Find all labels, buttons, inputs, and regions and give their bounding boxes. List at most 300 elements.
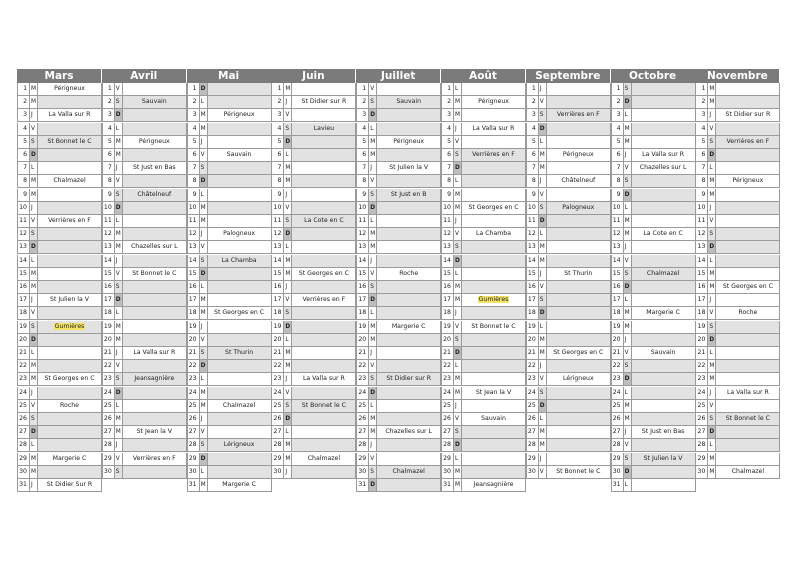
day-row[interactable] xyxy=(271,281,356,294)
day-row[interactable] xyxy=(441,321,526,334)
day-row[interactable] xyxy=(611,413,696,426)
day-row[interactable] xyxy=(271,347,356,360)
day-row[interactable] xyxy=(526,228,611,241)
day-row[interactable] xyxy=(102,413,187,426)
day-row[interactable] xyxy=(526,334,611,347)
day-row[interactable] xyxy=(102,294,187,307)
day-row[interactable] xyxy=(526,360,611,373)
day-row[interactable] xyxy=(271,228,356,241)
day-row[interactable] xyxy=(441,347,526,360)
day-row[interactable] xyxy=(526,294,611,307)
weekday-letter: V xyxy=(368,360,376,372)
day-row[interactable] xyxy=(187,387,272,400)
day-row[interactable] xyxy=(271,268,356,281)
day-row[interactable] xyxy=(695,109,780,122)
day-row[interactable] xyxy=(102,453,187,466)
day-row[interactable] xyxy=(695,136,780,149)
day-row[interactable] xyxy=(187,123,272,136)
event-cell xyxy=(376,426,440,438)
day-row[interactable] xyxy=(187,281,272,294)
day-row[interactable] xyxy=(526,241,611,254)
day-row[interactable] xyxy=(695,175,780,188)
day-row[interactable] xyxy=(356,109,441,122)
day-row[interactable] xyxy=(17,307,102,320)
event-cell xyxy=(546,215,610,227)
day-row[interactable] xyxy=(526,175,611,188)
day-row[interactable] xyxy=(187,321,272,334)
day-row[interactable] xyxy=(17,189,102,202)
day-row[interactable] xyxy=(526,347,611,360)
day-row[interactable] xyxy=(356,479,441,492)
day-row[interactable] xyxy=(187,215,272,228)
day-row[interactable] xyxy=(695,202,780,215)
day-row[interactable] xyxy=(187,149,272,162)
day-row[interactable] xyxy=(271,360,356,373)
day-row[interactable] xyxy=(526,413,611,426)
day-row[interactable] xyxy=(271,136,356,149)
day-row[interactable] xyxy=(441,109,526,122)
day-row[interactable] xyxy=(187,136,272,149)
day-row[interactable] xyxy=(695,215,780,228)
day-row[interactable] xyxy=(102,347,187,360)
day-number: 26 xyxy=(443,415,451,422)
day-row[interactable] xyxy=(271,321,356,334)
day-row[interactable] xyxy=(695,426,780,439)
day-row[interactable] xyxy=(102,387,187,400)
day-row[interactable] xyxy=(102,83,187,96)
day-row[interactable] xyxy=(441,149,526,162)
day-number: 31 xyxy=(443,481,451,488)
day-row[interactable] xyxy=(17,400,102,413)
day-row[interactable] xyxy=(611,400,696,413)
day-row[interactable] xyxy=(356,175,441,188)
day-row[interactable] xyxy=(17,360,102,373)
day-row[interactable] xyxy=(441,162,526,175)
day-row[interactable] xyxy=(356,334,441,347)
day-row[interactable] xyxy=(102,307,187,320)
day-row[interactable] xyxy=(441,307,526,320)
day-row[interactable] xyxy=(441,123,526,136)
day-row[interactable] xyxy=(356,373,441,386)
weekday-letter: M xyxy=(707,360,715,372)
day-row[interactable] xyxy=(441,136,526,149)
day-row[interactable] xyxy=(526,136,611,149)
day-row[interactable] xyxy=(695,83,780,96)
day-row[interactable] xyxy=(271,109,356,122)
day-row[interactable] xyxy=(271,162,356,175)
day-row[interactable] xyxy=(187,294,272,307)
day-row[interactable] xyxy=(526,453,611,466)
day-row[interactable] xyxy=(695,334,780,347)
day-row[interactable] xyxy=(611,241,696,254)
day-row[interactable] xyxy=(611,347,696,360)
day-row[interactable] xyxy=(441,439,526,452)
day-row[interactable] xyxy=(102,400,187,413)
event-cell xyxy=(37,189,101,201)
day-row[interactable] xyxy=(441,268,526,281)
day-row[interactable] xyxy=(611,109,696,122)
day-row[interactable] xyxy=(356,360,441,373)
day-row[interactable] xyxy=(271,294,356,307)
day-row[interactable] xyxy=(17,96,102,109)
day-row[interactable] xyxy=(526,307,611,320)
day-row[interactable] xyxy=(102,215,187,228)
day-row[interactable] xyxy=(526,215,611,228)
day-row[interactable] xyxy=(102,202,187,215)
day-row[interactable] xyxy=(271,453,356,466)
day-row[interactable] xyxy=(526,387,611,400)
day-number: 13 xyxy=(612,243,621,251)
day-row[interactable] xyxy=(441,360,526,373)
day-row[interactable] xyxy=(102,281,187,294)
day-row[interactable] xyxy=(17,228,102,241)
day-row[interactable] xyxy=(102,162,187,175)
day-row[interactable] xyxy=(102,189,187,202)
day-row[interactable] xyxy=(695,96,780,109)
day-row[interactable] xyxy=(187,373,272,386)
day-row[interactable] xyxy=(611,268,696,281)
day-row[interactable] xyxy=(187,175,272,188)
day-row[interactable] xyxy=(187,426,272,439)
day-row[interactable] xyxy=(187,360,272,373)
day-row[interactable] xyxy=(526,202,611,215)
day-row[interactable] xyxy=(695,268,780,281)
day-row[interactable] xyxy=(102,149,187,162)
day-row[interactable] xyxy=(271,400,356,413)
day-row[interactable] xyxy=(187,453,272,466)
day-row[interactable] xyxy=(695,228,780,241)
day-row[interactable] xyxy=(526,149,611,162)
day-row[interactable] xyxy=(271,96,356,109)
weekday-letter: L xyxy=(199,281,207,293)
day-row[interactable] xyxy=(187,347,272,360)
day-row[interactable] xyxy=(102,373,187,386)
day-row[interactable] xyxy=(356,347,441,360)
day-row[interactable] xyxy=(102,426,187,439)
day-row[interactable] xyxy=(17,162,102,175)
day-row[interactable] xyxy=(441,294,526,307)
day-row[interactable] xyxy=(17,215,102,228)
day-row[interactable] xyxy=(695,400,780,413)
day-row[interactable] xyxy=(271,149,356,162)
day-row[interactable] xyxy=(271,373,356,386)
day-row[interactable] xyxy=(17,373,102,386)
day-row[interactable] xyxy=(441,281,526,294)
day-row[interactable] xyxy=(187,400,272,413)
event-cell xyxy=(207,321,271,333)
day-row[interactable] xyxy=(102,439,187,452)
day-row[interactable] xyxy=(526,321,611,334)
day-row[interactable] xyxy=(441,215,526,228)
day-row[interactable] xyxy=(187,268,272,281)
day-row[interactable] xyxy=(187,479,272,492)
day-row[interactable] xyxy=(17,479,102,492)
day-row[interactable] xyxy=(187,255,272,268)
day-row[interactable] xyxy=(441,373,526,386)
day-number: 23 xyxy=(527,375,536,383)
day-row[interactable] xyxy=(102,321,187,334)
day-row[interactable] xyxy=(695,466,780,479)
day-row[interactable] xyxy=(526,96,611,109)
day-row[interactable] xyxy=(611,175,696,188)
day-row[interactable] xyxy=(611,123,696,136)
day-row[interactable] xyxy=(441,479,526,492)
day-row[interactable] xyxy=(102,175,187,188)
day-row[interactable] xyxy=(271,307,356,320)
day-row[interactable] xyxy=(356,466,441,479)
weekday-letter: S xyxy=(368,96,376,108)
day-row[interactable] xyxy=(695,413,780,426)
day-row[interactable] xyxy=(611,360,696,373)
day-row[interactable] xyxy=(356,162,441,175)
day-row[interactable] xyxy=(695,453,780,466)
day-row[interactable] xyxy=(695,149,780,162)
day-number: 21 xyxy=(612,349,621,356)
day-row[interactable] xyxy=(695,387,780,400)
day-row[interactable] xyxy=(17,149,102,162)
day-row[interactable] xyxy=(695,347,780,360)
day-number: 16 xyxy=(443,283,451,290)
day-row[interactable] xyxy=(611,294,696,307)
day-row[interactable] xyxy=(17,281,102,294)
weekday-letter: M xyxy=(114,241,122,253)
day-row[interactable] xyxy=(17,294,102,307)
day-row[interactable] xyxy=(102,136,187,149)
day-row[interactable] xyxy=(695,321,780,334)
day-row[interactable] xyxy=(611,466,696,479)
day-row[interactable] xyxy=(526,83,611,96)
day-row[interactable] xyxy=(187,83,272,96)
day-row[interactable] xyxy=(611,255,696,268)
day-row[interactable] xyxy=(17,426,102,439)
day-row[interactable] xyxy=(271,466,356,479)
day-row[interactable] xyxy=(17,255,102,268)
day-row[interactable] xyxy=(17,347,102,360)
day-row[interactable] xyxy=(356,281,441,294)
day-row[interactable] xyxy=(271,123,356,136)
day-row[interactable] xyxy=(356,189,441,202)
day-row[interactable] xyxy=(271,175,356,188)
day-number: 19 xyxy=(697,322,706,330)
day-row[interactable] xyxy=(187,162,272,175)
day-row[interactable] xyxy=(102,109,187,122)
day-number: 29 xyxy=(697,454,706,462)
day-row[interactable] xyxy=(526,281,611,294)
day-row[interactable] xyxy=(102,466,187,479)
day-row[interactable] xyxy=(187,228,272,241)
day-row[interactable] xyxy=(356,307,441,320)
day-row[interactable] xyxy=(102,123,187,136)
day-row[interactable] xyxy=(17,136,102,149)
day-row[interactable] xyxy=(611,83,696,96)
day-row[interactable] xyxy=(441,202,526,215)
day-row[interactable] xyxy=(611,426,696,439)
day-row[interactable] xyxy=(102,334,187,347)
day-row[interactable] xyxy=(611,162,696,175)
day-row[interactable] xyxy=(695,439,780,452)
weekday-letter: D xyxy=(368,294,376,306)
day-row[interactable] xyxy=(17,321,102,334)
day-row[interactable] xyxy=(526,439,611,452)
day-row[interactable] xyxy=(356,400,441,413)
day-row[interactable] xyxy=(526,400,611,413)
day-row[interactable] xyxy=(695,255,780,268)
day-row[interactable] xyxy=(17,413,102,426)
day-row[interactable] xyxy=(356,413,441,426)
day-row[interactable] xyxy=(695,123,780,136)
day-row[interactable] xyxy=(102,360,187,373)
day-row[interactable] xyxy=(526,255,611,268)
day-row[interactable] xyxy=(441,96,526,109)
day-row[interactable] xyxy=(271,439,356,452)
day-row[interactable] xyxy=(611,228,696,241)
day-row[interactable] xyxy=(17,334,102,347)
day-row[interactable] xyxy=(17,202,102,215)
day-row[interactable] xyxy=(526,373,611,386)
day-row[interactable] xyxy=(187,241,272,254)
day-row[interactable] xyxy=(102,241,187,254)
day-row[interactable] xyxy=(17,109,102,122)
day-row[interactable] xyxy=(187,307,272,320)
day-row[interactable] xyxy=(271,202,356,215)
day-row[interactable] xyxy=(695,373,780,386)
day-row[interactable] xyxy=(695,360,780,373)
event-text: St Bonnet le C xyxy=(301,401,346,409)
day-row[interactable] xyxy=(356,439,441,452)
day-row[interactable] xyxy=(356,426,441,439)
day-row[interactable] xyxy=(611,136,696,149)
day-row[interactable] xyxy=(441,387,526,400)
day-row[interactable] xyxy=(611,321,696,334)
day-row[interactable] xyxy=(526,426,611,439)
day-row[interactable] xyxy=(271,334,356,347)
day-row[interactable] xyxy=(356,228,441,241)
day-row[interactable] xyxy=(611,307,696,320)
day-row[interactable] xyxy=(695,281,780,294)
day-row[interactable] xyxy=(271,255,356,268)
day-row[interactable] xyxy=(441,413,526,426)
day-row[interactable] xyxy=(526,109,611,122)
day-row[interactable] xyxy=(187,189,272,202)
weekday-letter: J xyxy=(538,268,546,280)
day-row[interactable] xyxy=(695,294,780,307)
day-row[interactable] xyxy=(356,123,441,136)
day-row[interactable] xyxy=(102,255,187,268)
day-row[interactable] xyxy=(17,83,102,96)
day-row[interactable] xyxy=(441,83,526,96)
day-row[interactable] xyxy=(695,241,780,254)
day-row[interactable] xyxy=(17,439,102,452)
day-row[interactable] xyxy=(695,307,780,320)
day-row[interactable] xyxy=(441,400,526,413)
day-row[interactable] xyxy=(102,228,187,241)
day-row[interactable] xyxy=(441,255,526,268)
day-row[interactable] xyxy=(611,439,696,452)
day-row[interactable] xyxy=(102,96,187,109)
day-row[interactable] xyxy=(17,241,102,254)
day-row[interactable] xyxy=(271,241,356,254)
day-row[interactable] xyxy=(526,162,611,175)
day-row[interactable] xyxy=(271,83,356,96)
day-row[interactable] xyxy=(611,281,696,294)
day-row[interactable] xyxy=(17,387,102,400)
day-row[interactable] xyxy=(102,268,187,281)
day-row[interactable] xyxy=(356,453,441,466)
day-row[interactable] xyxy=(356,241,441,254)
day-row[interactable] xyxy=(187,413,272,426)
day-row[interactable] xyxy=(441,189,526,202)
day-row[interactable] xyxy=(611,189,696,202)
day-row[interactable] xyxy=(441,228,526,241)
day-row[interactable] xyxy=(695,162,780,175)
event-cell xyxy=(631,307,695,319)
day-row[interactable] xyxy=(356,96,441,109)
day-row[interactable] xyxy=(441,334,526,347)
day-row[interactable] xyxy=(356,321,441,334)
day-row[interactable] xyxy=(611,334,696,347)
day-row[interactable] xyxy=(356,136,441,149)
day-row[interactable] xyxy=(17,453,102,466)
day-row[interactable] xyxy=(356,387,441,400)
day-row[interactable] xyxy=(526,268,611,281)
day-number: 11 xyxy=(697,217,706,224)
day-row[interactable] xyxy=(526,189,611,202)
day-number: 21 xyxy=(527,349,536,356)
day-row[interactable] xyxy=(17,123,102,136)
day-row[interactable] xyxy=(611,453,696,466)
day-row[interactable] xyxy=(611,202,696,215)
day-row[interactable] xyxy=(17,175,102,188)
day-row[interactable] xyxy=(187,466,272,479)
day-row[interactable] xyxy=(271,426,356,439)
day-row[interactable] xyxy=(526,123,611,136)
day-row[interactable] xyxy=(611,373,696,386)
day-row[interactable] xyxy=(441,426,526,439)
day-row[interactable] xyxy=(611,96,696,109)
event-cell xyxy=(631,268,695,280)
day-row[interactable] xyxy=(441,453,526,466)
day-row[interactable] xyxy=(17,466,102,479)
day-row[interactable] xyxy=(271,189,356,202)
day-row[interactable] xyxy=(187,202,272,215)
day-row[interactable] xyxy=(356,255,441,268)
day-row[interactable] xyxy=(356,149,441,162)
day-row[interactable] xyxy=(526,466,611,479)
day-row[interactable] xyxy=(187,109,272,122)
day-row[interactable] xyxy=(611,387,696,400)
day-row[interactable] xyxy=(17,268,102,281)
day-row[interactable] xyxy=(611,149,696,162)
day-row[interactable] xyxy=(695,189,780,202)
day-row[interactable] xyxy=(271,387,356,400)
day-row[interactable] xyxy=(271,215,356,228)
day-row[interactable] xyxy=(611,479,696,492)
day-number: 15 xyxy=(527,269,536,277)
day-row[interactable] xyxy=(356,83,441,96)
day-row[interactable] xyxy=(271,413,356,426)
day-row[interactable] xyxy=(441,241,526,254)
day-row[interactable] xyxy=(356,215,441,228)
day-row[interactable] xyxy=(187,96,272,109)
day-row[interactable] xyxy=(187,334,272,347)
day-row[interactable] xyxy=(441,466,526,479)
day-row[interactable] xyxy=(611,215,696,228)
day-row[interactable] xyxy=(356,294,441,307)
day-row[interactable] xyxy=(356,202,441,215)
day-row[interactable] xyxy=(356,268,441,281)
day-row[interactable] xyxy=(187,439,272,452)
day-row[interactable] xyxy=(441,175,526,188)
